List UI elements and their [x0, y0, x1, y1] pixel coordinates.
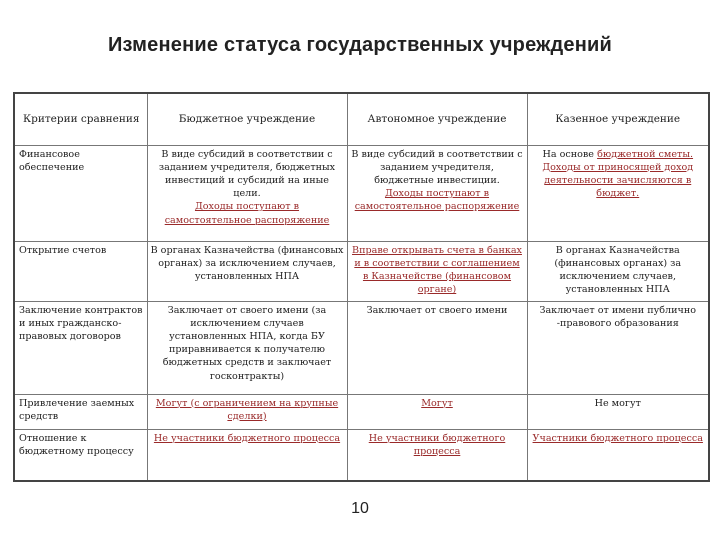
budget-cell: Заключает от своего имени (за исключением случаев установленных НПА, когда БУ приравнивается к получателю бюджетных средств и заключает госконтракты)	[147, 301, 347, 394]
table-row-financing	[14, 145, 709, 241]
budget-cell	[147, 429, 347, 481]
table-row-accounts	[14, 241, 709, 301]
criterion-cell: Привлечение заемных средств	[14, 394, 147, 429]
state-cell	[527, 429, 709, 481]
comparison-table	[13, 92, 710, 482]
budget-cell	[147, 394, 347, 429]
autonomous-link[interactable]: Не участники бюджетного процесса	[368, 432, 506, 457]
criterion-cell: Заключение контрактов и иных гражданско-правовых договоров	[14, 301, 147, 394]
state-link-income[interactable]: Доходы от приносящей доход деятельности зачисляются в бюджет.	[542, 161, 694, 200]
table-header-row	[14, 93, 709, 145]
autonomous-link[interactable]: Могут	[421, 397, 453, 409]
budget-link[interactable]: Не участники бюджетного процесса	[153, 432, 341, 444]
table-row-contracts	[14, 301, 709, 394]
state-cell: Не могут	[527, 394, 709, 429]
budget-text: В виде субсидий в соответствии с заданием учредителя, бюджетных инвестиций и субсидий на иные цели.	[158, 148, 336, 200]
state-cell: Заключает от имени публично -правового образования	[527, 301, 709, 394]
state-link-budget-estimate[interactable]: бюджетной сметы.	[597, 148, 694, 160]
header-budget: Бюджетное учреждение	[147, 93, 347, 145]
budget-link[interactable]: Могут (с ограничением на крупные сделки)	[155, 397, 339, 422]
autonomous-cell	[347, 394, 527, 429]
state-link[interactable]: Участники бюджетного процесса	[532, 432, 703, 444]
table-row-borrowing	[14, 394, 709, 429]
header-criteria: Критерии сравнения	[14, 93, 147, 145]
criterion-cell: Отношение к бюджетному процессу	[14, 429, 147, 481]
autonomous-cell: Заключает от своего имени	[347, 301, 527, 394]
page-title: Изменение статуса государственных учреждений	[107, 34, 613, 56]
state-cell: В органах Казначейства (финансовых органах) за исключением случаев, установленных НПА	[527, 241, 709, 301]
autonomous-text: В виде субсидий в соответствии с заданием учредителя, бюджетные инвестиции.	[351, 148, 523, 186]
page-number: 10	[351, 500, 369, 517]
state-prefix: На основе	[542, 148, 594, 160]
autonomous-cell	[347, 429, 527, 481]
budget-cell	[147, 145, 347, 241]
header-state: Казенное учреждение	[527, 93, 709, 145]
budget-link[interactable]: Доходы поступают в самостоятельное распоряжение	[164, 201, 330, 226]
header-autonomous: Автономное учреждение	[347, 93, 527, 145]
autonomous-link[interactable]: Доходы поступают в самостоятельное распоряжение	[354, 188, 520, 213]
autonomous-link[interactable]: Вправе открывать счета в банках и в соответствии с соглашением в Казначействе (финансовом органе)	[352, 244, 522, 296]
state-cell	[527, 145, 709, 241]
criterion-cell: Финансовое обеспечение	[14, 145, 147, 241]
autonomous-cell	[347, 241, 527, 301]
budget-cell: В органах Казначейства (финансовых органах) за исключением случаев, установленных НПА	[147, 241, 347, 301]
autonomous-cell	[347, 145, 527, 241]
table-row-budget-process	[14, 429, 709, 481]
criterion-cell: Открытие счетов	[14, 241, 147, 301]
